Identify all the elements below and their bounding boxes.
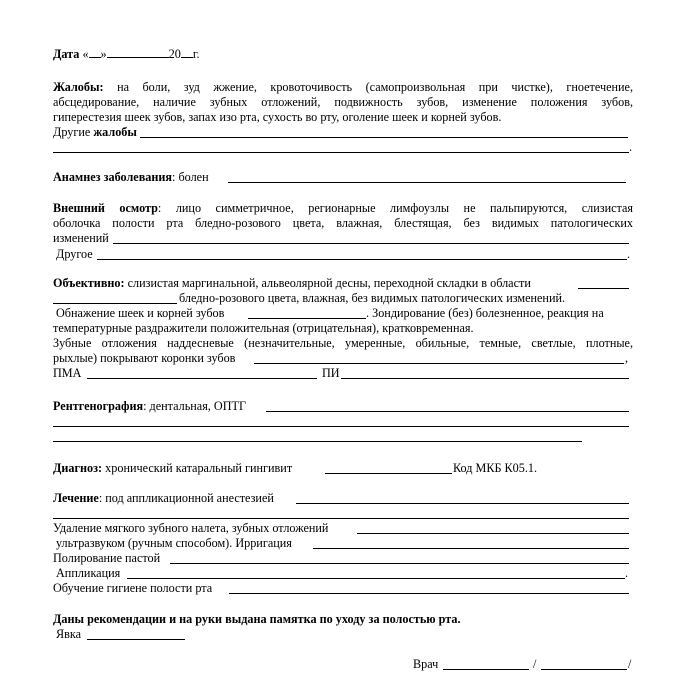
ultrasound-line: ультразвуком (ручным способом). Ирригация — [56, 536, 292, 550]
doctor-signature-field[interactable] — [443, 669, 529, 670]
icd-code: Код МКБ К05.1. — [453, 461, 538, 475]
date-day-field[interactable] — [89, 46, 101, 58]
diagnosis-line: Диагноз: хронический катаральный гингивит — [53, 461, 293, 475]
polishing-field[interactable] — [170, 563, 629, 564]
external-label: Внешний осмотр — [53, 201, 158, 215]
hygiene-line: Обучение гигиене полости рта — [53, 581, 213, 595]
diagnosis-field[interactable] — [325, 473, 452, 474]
recommendations-line: Даны рекомендации и на руки выдана памятка по уходу за полостью рта. — [53, 612, 461, 626]
complaints-line1: Жалобы: на боли, зуд жжение, кровоточивость (самопроизвольная при чистке), гноетечение, — [53, 80, 634, 94]
objective-line2: бледно-розового цвета, влажная, без видимых патологических изменений. — [179, 291, 566, 305]
medical-form: Дата « » 20 г. Жалобы: на боли, зуд жжение, кровоточивость (самопроизвольная при чистке), гноетечение, абсцедирование, наличие зубных отложений, подвижность зубов, изменение положения зубов, гиперестезия шеек зубов, запах изо рта, сухость во рту, оголение шеек и корней зубов. Другие жалобы . Анамнез заболевания: болен Внешний осмотр: лицо симметричное, регионарные лимфоузлы не пальпируются, слизистая оболочка полости рта бледно-розового цвета, влажная, блестящая, без видимых патологических изменений Другое . Объективно: слизистая маргинальной, альвеолярной десны, переходной складки в области бледно-розового цвета, влажная, без видимых патологических изменений. Обнажение шеек и корней зубов . Зондирование (без) болезненное, реакция на температурные раздражители положительная (отрицательная), кратковременная. Зубные отложения наддесневые (незначительные, умеренные, обильные, темные, светлые, плотные, рыхлые) покрывают коронки зубов , ПМА ПИ Рентгенография: дентальная, ОПТГ Диагноз: хронический катаральный гингивит Код МКБ К05.1. Лечение: под аппликационной анестезией Удаление мягкого зубного налета, зубных отложений ультразвуком (ручным способом). Ирригация Полирование пастой Аппликация . Обучение гигиене полости рта Даны рекомендации и на руки выдана памятка по уходу за полостью рта. Явка Врач / / — [53, 47, 634, 671]
hygiene-field[interactable] — [229, 593, 629, 594]
date-line: Дата « » 20 г. — [53, 47, 200, 61]
complaints-extra-field[interactable] — [53, 152, 629, 153]
treatment-label: Лечение — [53, 491, 99, 505]
xray-label: Рентгенография — [53, 399, 144, 413]
tooth-crowns-field[interactable] — [254, 363, 624, 364]
application-line: Аппликация — [56, 566, 121, 580]
application-field[interactable] — [127, 578, 625, 579]
xray-field[interactable] — [266, 411, 629, 412]
objective-line1: Объективно: слизистая маргинальной, альвеолярной десны, переходной складки в области — [53, 276, 531, 290]
doctor-name-field[interactable] — [541, 669, 627, 670]
visit-label: Явка — [56, 627, 82, 641]
diagnosis-label: Диагноз: — [53, 461, 103, 475]
date-month-field[interactable] — [107, 46, 169, 58]
complaints-line2: абсцедирование, наличие зубных отложений, подвижность зубов, изменение положения зубов, — [53, 95, 633, 109]
objective-area-field[interactable] — [578, 288, 629, 289]
pi-field[interactable] — [341, 378, 629, 379]
treatment-field-2[interactable] — [53, 518, 629, 519]
objective-line5: Зубные отложения наддесневые (незначительные, умеренные, обильные, темные, светлые, плотные, — [53, 336, 633, 350]
objective-line4: температурные раздражители положительная (отрицательная), кратковременная. — [53, 321, 474, 335]
exposed-necks-field[interactable] — [248, 318, 366, 319]
polishing-line: Полирование пастой — [53, 551, 161, 565]
doctor-label: Врач — [413, 657, 439, 671]
anamnesis-line: Анамнез заболевания: болен — [53, 170, 209, 184]
pma-label: ПМА — [53, 366, 82, 380]
visit-field[interactable] — [87, 639, 185, 640]
anamnesis-field[interactable] — [228, 182, 626, 183]
external-other-line: Другое — [56, 247, 93, 261]
date-year-field[interactable] — [181, 46, 193, 58]
treatment-line: Лечение: под аппликационной анестезией — [53, 491, 274, 505]
external-changes-field[interactable] — [113, 243, 629, 244]
pi-label: ПИ — [322, 366, 340, 380]
external-line2: оболочка полости рта бледно-розового цвета, влажная, блестящая, без видимых патологических — [53, 216, 633, 230]
xray-field-2[interactable] — [53, 426, 629, 427]
complaints-other-field[interactable] — [140, 137, 628, 138]
xray-field-3[interactable] — [53, 441, 582, 442]
objective-label: Объективно: — [53, 276, 125, 290]
external-other-field[interactable] — [97, 259, 627, 260]
irrigation-field[interactable] — [313, 548, 629, 549]
pma-field[interactable] — [87, 378, 317, 379]
objective-line3b: . Зондирование (без) болезненное, реакция на — [366, 306, 604, 320]
removal-line: Удаление мягкого зубного налета, зубных отложений — [53, 521, 329, 535]
complaints-other-line: Другие жалобы — [53, 125, 137, 139]
date-label: Дата — [53, 47, 80, 61]
external-line3: изменений — [53, 231, 109, 245]
anamnesis-label: Анамнез заболевания — [53, 170, 173, 184]
objective-line3a: Обнажение шеек и корней зубов — [56, 306, 225, 320]
treatment-field[interactable] — [296, 503, 629, 504]
complaints-line3: гиперестезия шеек зубов, запах изо рта, сухость во рту, оголение шеек и корней зубов. — [53, 110, 502, 124]
complaints-label: Жалобы: — [53, 80, 104, 94]
xray-line: Рентгенография: дентальная, ОПТГ — [53, 399, 246, 413]
external-line1: Внешний осмотр: лицо симметричное, регионарные лимфоузлы не пальпируются, слизистая — [53, 201, 633, 215]
objective-line6: рыхлые) покрывают коронки зубов — [53, 351, 236, 365]
objective-area-field-2[interactable] — [53, 303, 177, 304]
removal-field[interactable] — [357, 533, 629, 534]
